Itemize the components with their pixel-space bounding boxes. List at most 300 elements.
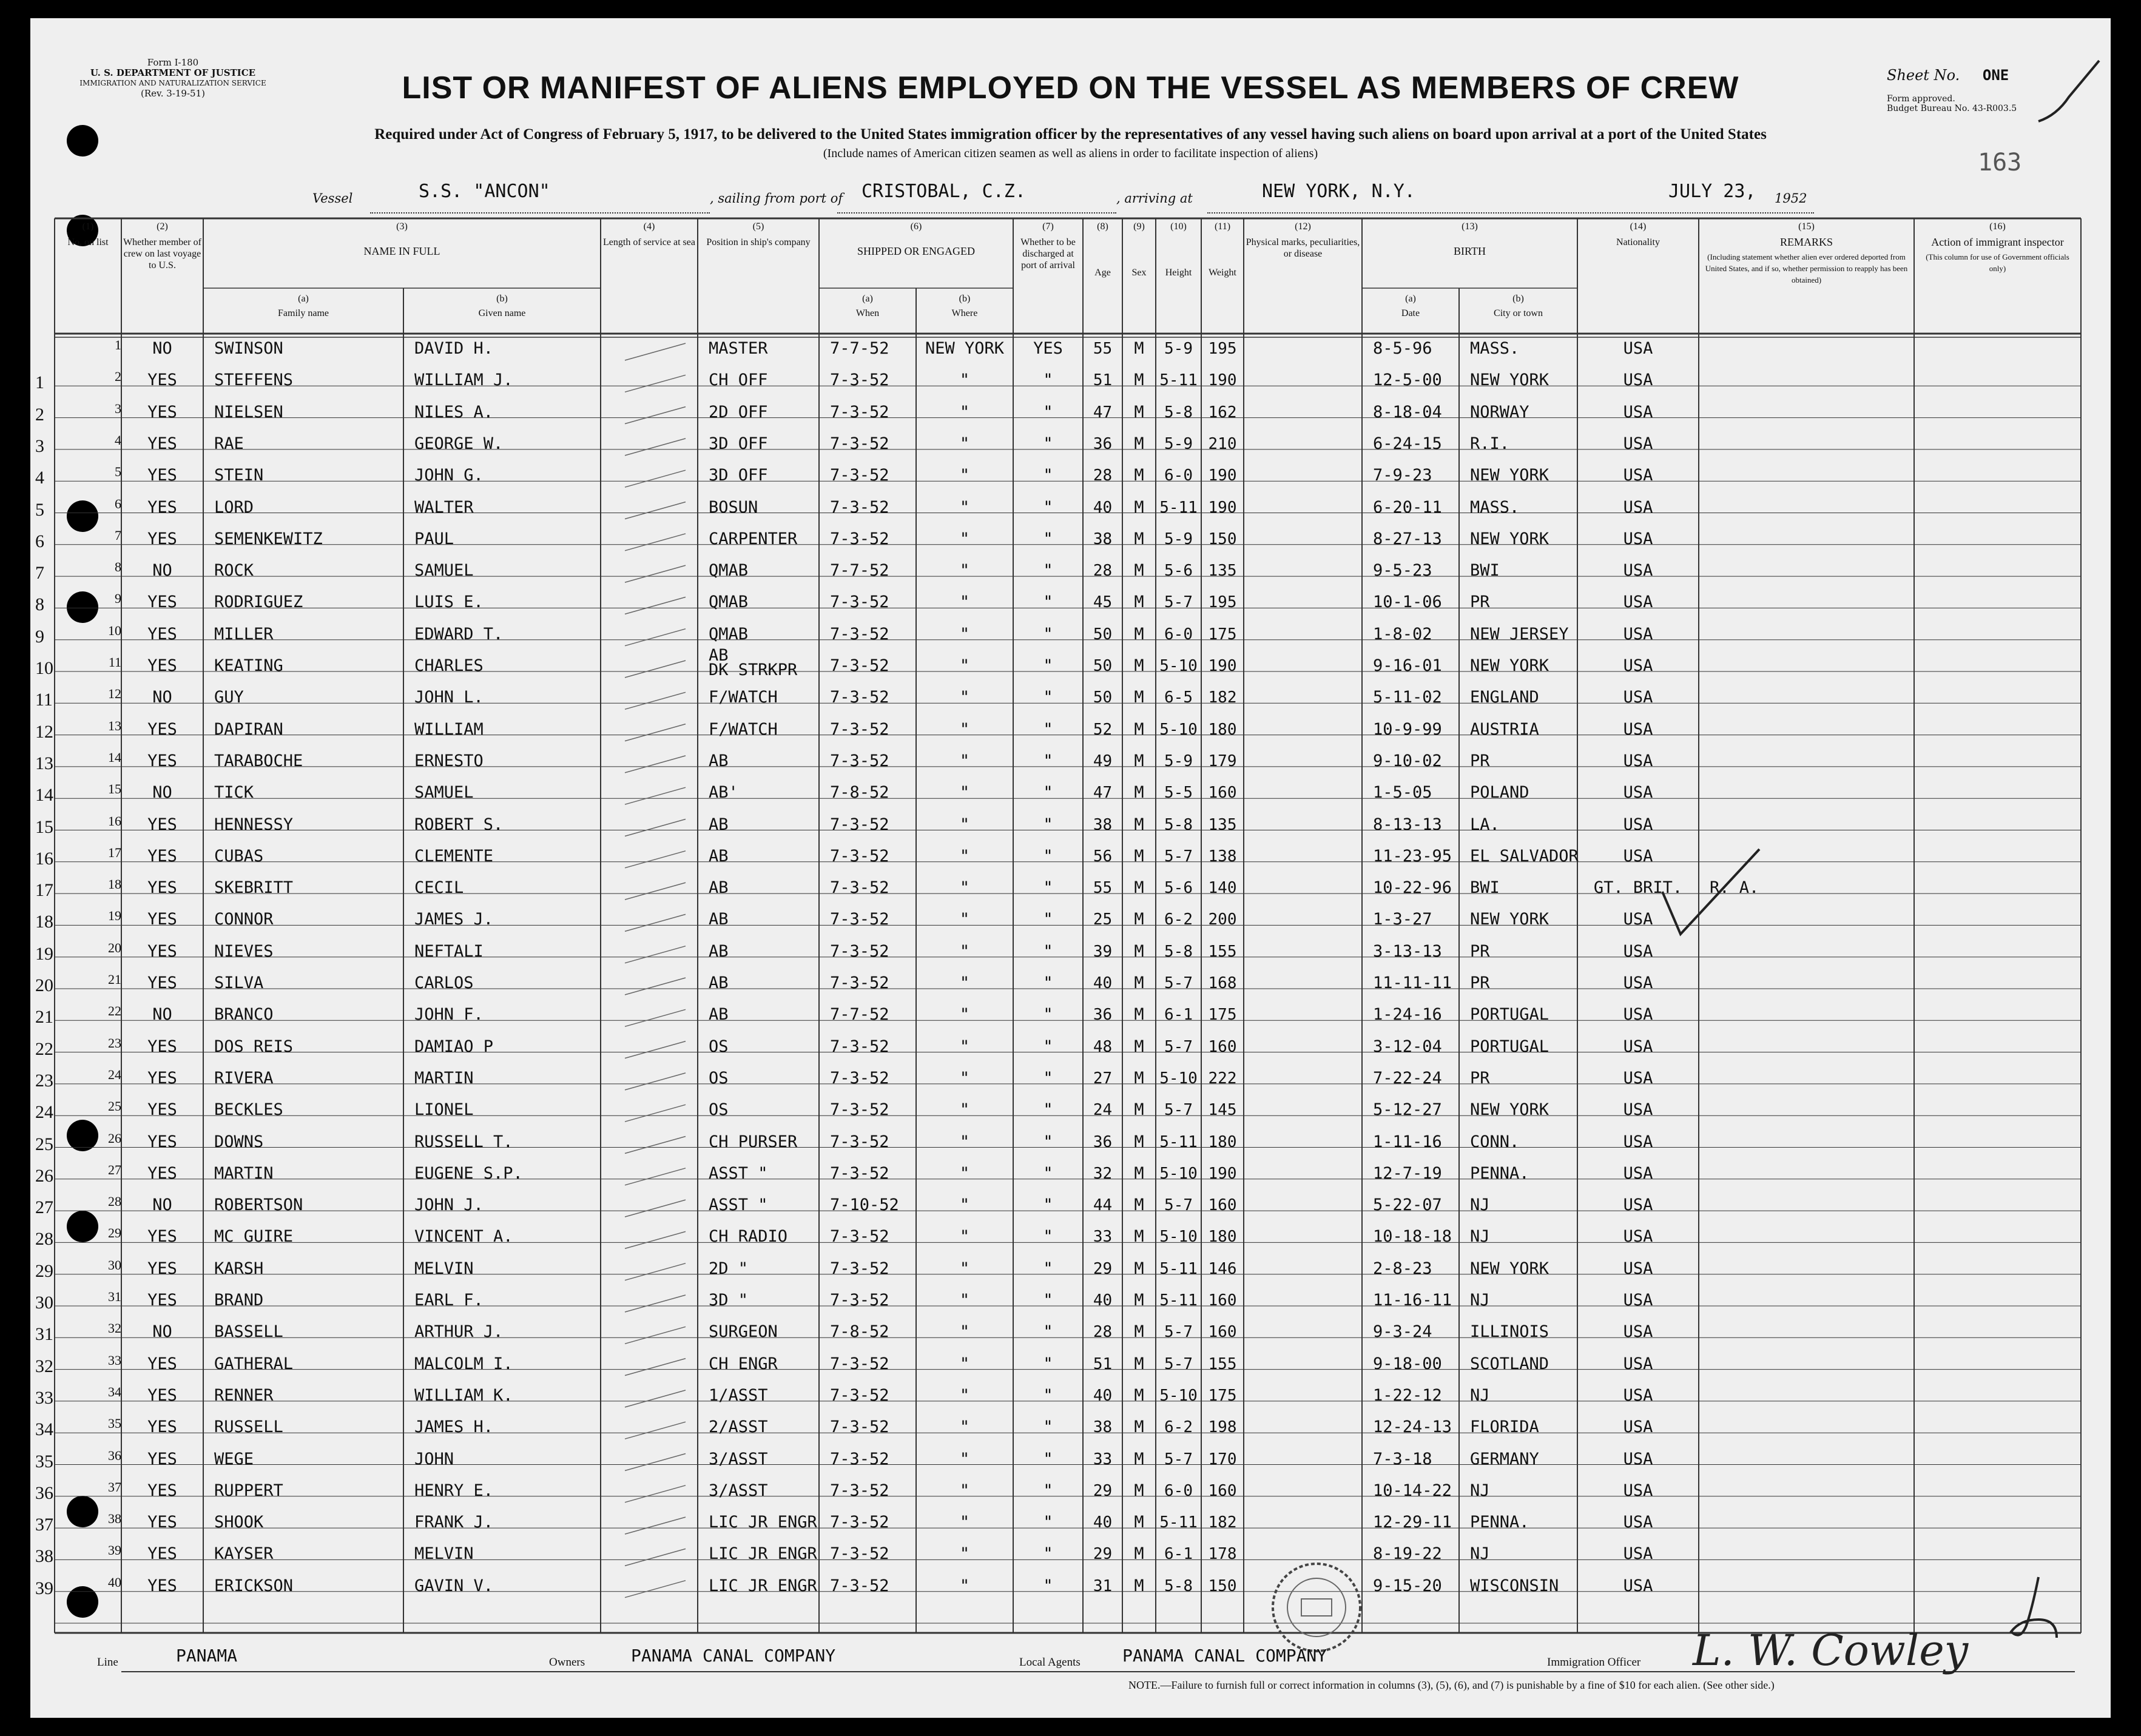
cell-given: CECIL: [414, 878, 464, 898]
cell-nat: USA: [1623, 1291, 1653, 1310]
cell-bdate: 9-16-01: [1373, 656, 1442, 675]
service-slash-mark: [625, 787, 686, 804]
cell-height: 5-8: [1164, 942, 1193, 961]
list-number: 6: [115, 496, 121, 511]
cell-disc: ": [1043, 656, 1053, 675]
cell-sex: M: [1134, 624, 1144, 644]
cell-height: 5-9: [1164, 530, 1193, 548]
cell-sex: M: [1134, 1068, 1144, 1088]
cell-weight: 182: [1208, 688, 1237, 707]
margin-number: 27: [35, 1197, 53, 1218]
cell-height: 5-11: [1159, 371, 1198, 390]
list-number: 12: [108, 686, 121, 702]
cell-nat: USA: [1623, 561, 1653, 580]
cell-disc: ": [1043, 846, 1053, 866]
cell-nat: USA: [1623, 1196, 1653, 1215]
cell-bdate: 11-11-11: [1373, 974, 1452, 992]
officer-signature: [1681, 1620, 2020, 1686]
cell-when: 7-3-52: [830, 1132, 889, 1151]
initials-mark-icon: [2002, 1571, 2069, 1650]
subcolumn-number-c6b: (b): [959, 294, 971, 304]
cell-prev: YES: [147, 1354, 177, 1373]
cell-when: 7-8-52: [830, 1322, 889, 1342]
cell-family: RENNER: [214, 1385, 274, 1405]
cell-pos: OS: [709, 1037, 729, 1056]
cell-city: PENNA.: [1470, 1513, 1529, 1532]
cell-height: 5-6: [1164, 562, 1193, 580]
cell-given: CLEMENTE: [414, 846, 494, 866]
column-number-c15: (15): [1798, 221, 1815, 232]
cell-age: 28: [1093, 562, 1113, 580]
cell-bdate: 10-22-96: [1373, 878, 1452, 898]
cell-sex: M: [1134, 1354, 1144, 1373]
cell-weight: 160: [1208, 1037, 1237, 1056]
cell-given: MELVIN: [414, 1544, 474, 1564]
cell-height: 5-10: [1159, 1069, 1198, 1088]
margin-number: 22: [35, 1038, 53, 1059]
cell-age: 38: [1093, 1418, 1113, 1437]
cell-height: 5-11: [1159, 1259, 1198, 1278]
line-label: Line: [97, 1656, 118, 1669]
service-slash-mark: [625, 1009, 686, 1026]
cell-city: NEW YORK: [1470, 1259, 1549, 1278]
cell-pos: 1/ASST: [709, 1385, 768, 1405]
service-slash-mark: [625, 1295, 686, 1312]
cell-where: ": [959, 1037, 970, 1056]
column-number-c11: (11): [1214, 221, 1231, 232]
cell-when: 7-3-52: [830, 941, 889, 961]
cell-when: 7-3-52: [830, 910, 889, 929]
margin-number: 29: [35, 1260, 53, 1281]
cell-bdate: 7-22-24: [1373, 1068, 1442, 1088]
column-label-c7: Whether to be discharged at port of arrival: [1020, 237, 1076, 271]
cell-prev: YES: [147, 1576, 177, 1595]
list-number: 24: [108, 1066, 121, 1082]
cell-when: 7-3-52: [830, 1163, 889, 1183]
cell-where: ": [959, 593, 970, 612]
cell-family: LORD: [214, 497, 254, 517]
service-slash-mark: [625, 1073, 686, 1090]
service-slash-mark: [625, 1231, 686, 1248]
cell-height: 5-11: [1159, 1291, 1198, 1310]
cell-age: 49: [1093, 752, 1113, 770]
cell-prev: YES: [147, 593, 177, 612]
cell-family: ERICKSON: [214, 1576, 294, 1595]
cell-where: ": [959, 783, 970, 802]
cell-when: 7-3-52: [830, 656, 889, 675]
cell-height: 5-5: [1164, 784, 1193, 802]
cell-city: PR: [1470, 1068, 1490, 1088]
cell-when: 7-3-52: [830, 593, 889, 612]
cell-given: WALTER: [414, 497, 474, 517]
service-slash-mark: [625, 1200, 686, 1217]
cell-family: MARTIN: [214, 1163, 274, 1183]
column-number-c7: (7): [1042, 221, 1054, 232]
cell-age: 51: [1093, 1354, 1113, 1373]
cell-given: MARTIN: [414, 1068, 474, 1088]
cell-city: SCOTLAND: [1470, 1354, 1549, 1373]
margin-number: 23: [35, 1070, 53, 1091]
cell-city: NEW JERSEY: [1470, 624, 1569, 644]
cell-bdate: 10-14-22: [1373, 1481, 1452, 1500]
cell-sex: M: [1134, 941, 1144, 961]
service: IMMIGRATION AND NATURALIZATION SERVICE: [79, 79, 266, 87]
list-number: 34: [108, 1384, 121, 1399]
cell-sex: M: [1134, 1481, 1144, 1500]
list-number: 21: [108, 972, 121, 987]
cell-disc: ": [1043, 719, 1053, 739]
cell-nat: USA: [1623, 846, 1653, 866]
cell-when: 7-3-52: [830, 1418, 889, 1437]
service-slash-mark: [625, 946, 686, 963]
cell-given: SAMUEL: [414, 561, 474, 580]
approval-line-2: Budget Bureau No. 43-R003.5: [1887, 104, 2017, 113]
cell-pos: CH RADIO: [709, 1227, 788, 1246]
cell-prev: YES: [147, 751, 177, 770]
cell-sex: M: [1134, 561, 1144, 580]
cell-bdate: 1-8-02: [1373, 624, 1432, 644]
cell-disc: ": [1043, 1418, 1053, 1437]
cell-bdate: 7-9-23: [1373, 466, 1432, 485]
cell-where: ": [959, 402, 970, 422]
cell-when: 7-3-52: [830, 719, 889, 739]
cell-nat: USA: [1623, 1385, 1653, 1405]
cell-bdate: 1-24-16: [1373, 1005, 1442, 1024]
margin-number: 24: [35, 1102, 53, 1123]
cell-sex: M: [1134, 339, 1144, 358]
cell-prev: YES: [147, 1544, 177, 1564]
cell-prev: YES: [147, 878, 177, 898]
cell-sex: M: [1134, 688, 1144, 707]
column-label-c15: REMARKS: [1779, 236, 1833, 248]
cell-weight: 178: [1208, 1545, 1237, 1564]
cell-nat: USA: [1623, 1163, 1653, 1183]
cell-weight: 162: [1208, 403, 1237, 422]
cell-weight: 198: [1208, 1418, 1237, 1437]
cell-sex: M: [1134, 1449, 1144, 1469]
service-slash-mark: [625, 819, 686, 836]
cell-family: TARABOCHE: [214, 751, 303, 770]
revision: (Rev. 3-19-51): [141, 88, 205, 99]
cell-city: NJ: [1470, 1385, 1490, 1405]
cell-sex: M: [1134, 1037, 1144, 1056]
cell-where: ": [959, 688, 970, 707]
cell-weight: 190: [1208, 1164, 1237, 1183]
column-number-c9: (9): [1133, 221, 1145, 232]
cell-pos: AB: [709, 941, 729, 961]
cell-pos: BOSUN: [709, 497, 758, 517]
cell-city: AUSTRIA: [1470, 719, 1539, 739]
list-number: 33: [108, 1352, 121, 1368]
cell-when: 7-3-52: [830, 688, 889, 707]
list-number: 27: [108, 1162, 121, 1177]
cell-weight: 135: [1208, 562, 1237, 580]
service-slash-mark: [625, 1105, 686, 1122]
cell-prev: NO: [152, 783, 172, 802]
cell-bdate: 12-24-13: [1373, 1418, 1452, 1437]
cell-prev: YES: [147, 1449, 177, 1469]
service-slash-mark: [625, 1454, 686, 1471]
cell-family: DOWNS: [214, 1132, 264, 1151]
cell-sex: M: [1134, 1163, 1144, 1183]
list-number: 31: [108, 1289, 121, 1304]
cell-city: PORTUGAL: [1470, 1005, 1549, 1024]
cell-city: NEW YORK: [1470, 529, 1549, 548]
cell-weight: 200: [1208, 910, 1237, 929]
cell-when: 7-3-52: [830, 1513, 889, 1532]
cell-prev: YES: [147, 719, 177, 739]
cell-pos: 3/ASST: [709, 1481, 768, 1500]
margin-number: 16: [35, 848, 53, 869]
cell-bdate: 8-27-13: [1373, 529, 1442, 548]
cell-weight: 195: [1208, 340, 1237, 358]
cell-age: 29: [1093, 1259, 1113, 1278]
cell-pos: 3D OFF: [709, 466, 768, 485]
cell-nat: USA: [1623, 783, 1653, 802]
cell-disc: ": [1043, 1385, 1053, 1405]
cell-given: ROBERT S.: [414, 815, 504, 834]
cell-disc: ": [1043, 1037, 1053, 1056]
column-number-c14: (14): [1630, 221, 1647, 232]
cell-where: ": [959, 1196, 970, 1215]
cell-when: 7-3-52: [830, 1037, 889, 1056]
cell-bdate: 12-7-19: [1373, 1163, 1442, 1183]
cell-disc: ": [1043, 1576, 1053, 1595]
cell-given: JOHN J.: [414, 1196, 484, 1215]
cell-bdate: 11-23-95: [1373, 846, 1452, 866]
cell-height: 5-7: [1164, 593, 1193, 612]
column-label-c11: Weight: [1209, 267, 1236, 278]
sheet-number: ONE: [1982, 67, 2009, 84]
cell-sex: M: [1134, 466, 1144, 485]
cell-given: WILLIAM: [414, 719, 484, 739]
cell-disc: ": [1043, 974, 1053, 992]
cell-sex: M: [1134, 1100, 1144, 1120]
cell-bdate: 1-11-16: [1373, 1132, 1442, 1151]
cell-prev: YES: [147, 1513, 177, 1532]
subcolumn-number-c3a: (a): [298, 294, 309, 304]
cell-given: MELVIN: [414, 1259, 474, 1278]
column-number-c4: (4): [643, 221, 655, 232]
cell-height: 5-11: [1159, 1132, 1198, 1151]
cell-city: NJ: [1470, 1291, 1490, 1310]
margin-number: 12: [35, 721, 53, 742]
cell-sex: M: [1134, 1291, 1144, 1310]
owners-value: PANAMA CANAL COMPANY: [631, 1646, 836, 1666]
column-number-c5: (5): [752, 221, 764, 232]
cell-pos: F/WATCH: [709, 688, 778, 707]
subcolumn-label-c3b: Given name: [478, 308, 526, 318]
margin-number: 10: [35, 658, 53, 678]
service-slash-mark: [625, 1422, 686, 1439]
cell-disc: ": [1043, 1227, 1053, 1246]
cell-city: NJ: [1470, 1196, 1490, 1215]
service-slash-mark: [625, 375, 686, 392]
cell-city: ENGLAND: [1470, 688, 1539, 707]
cell-age: 29: [1093, 1481, 1113, 1500]
list-number: 17: [108, 844, 121, 860]
cell-nat: USA: [1623, 1481, 1653, 1500]
cell-sex: M: [1134, 1005, 1144, 1024]
cell-family: SILVA: [214, 974, 264, 992]
cell-given: PAUL: [414, 529, 454, 548]
list-number: 3: [115, 400, 121, 416]
cell-prev: YES: [147, 402, 177, 422]
service-slash-mark: [625, 1168, 686, 1185]
cell-disc: ": [1043, 1513, 1053, 1532]
cell-weight: 160: [1208, 1481, 1237, 1500]
cell-where: ": [959, 1227, 970, 1246]
cell-weight: 180: [1208, 720, 1237, 739]
cell-when: 7-3-52: [830, 434, 889, 453]
service-slash-mark: [625, 565, 686, 582]
cell-disc: ": [1043, 1449, 1053, 1469]
cell-height: 6-1: [1164, 1006, 1193, 1024]
cell-when: 7-7-52: [830, 561, 889, 580]
cell-city: EL SALVADOR: [1470, 846, 1579, 866]
service-slash-mark: [625, 1581, 686, 1598]
cell-where: ": [959, 1132, 970, 1151]
service-slash-mark: [625, 1041, 686, 1058]
list-number: 35: [108, 1416, 121, 1432]
cell-nat: USA: [1623, 1418, 1653, 1437]
service-slash-mark: [625, 914, 686, 931]
cell-where: ": [959, 1513, 970, 1532]
cell-height: 6-2: [1164, 1418, 1193, 1437]
service-slash-mark: [625, 851, 686, 868]
cell-age: 33: [1093, 1450, 1113, 1469]
cell-height: 5-7: [1164, 1354, 1193, 1373]
cell-where: ": [959, 656, 970, 675]
cell-pos: AB DK STRKPR: [709, 646, 798, 679]
sheet-label: Sheet No.: [1887, 67, 1960, 84]
list-number: 38: [108, 1511, 121, 1527]
service-slash-mark: [625, 502, 686, 519]
cell-when: 7-3-52: [830, 751, 889, 770]
margin-number: 17: [35, 880, 53, 901]
cell-where: ": [959, 1100, 970, 1120]
cell-when: 7-3-52: [830, 1354, 889, 1373]
cell-age: 24: [1093, 1101, 1113, 1120]
cell-city: FLORIDA: [1470, 1418, 1539, 1437]
cell-height: 5-9: [1164, 340, 1193, 358]
margin-number: 6: [35, 531, 44, 551]
cell-pos: AB: [709, 974, 729, 992]
cell-prev: YES: [147, 1418, 177, 1437]
cell-age: 31: [1093, 1576, 1113, 1595]
list-number: 25: [108, 1098, 121, 1114]
cell-sex: M: [1134, 1418, 1144, 1437]
cell-height: 5-7: [1164, 1101, 1193, 1120]
cell-prev: YES: [147, 1385, 177, 1405]
cell-pos: LIC JR ENGR: [709, 1513, 817, 1532]
cell-weight: 195: [1208, 593, 1237, 612]
cell-nat: USA: [1623, 339, 1653, 358]
margin-number: 28: [35, 1229, 53, 1250]
cell-city: GERMANY: [1470, 1449, 1539, 1469]
cell-weight: 210: [1208, 434, 1237, 453]
cell-when: 7-3-52: [830, 1100, 889, 1120]
column-number-c16: (16): [1989, 221, 2006, 232]
cell-where: ": [959, 1385, 970, 1405]
cell-family: SWINSON: [214, 339, 283, 358]
cell-city: NEW YORK: [1470, 910, 1549, 929]
margin-number: 35: [35, 1451, 53, 1472]
cell-disc: ": [1043, 1068, 1053, 1088]
cell-where: ": [959, 974, 970, 992]
cell-given: FRANK J.: [414, 1513, 494, 1532]
margin-number: 20: [35, 975, 53, 995]
cell-height: 5-7: [1164, 1196, 1193, 1215]
cell-sex: M: [1134, 1513, 1144, 1532]
cell-sex: M: [1134, 1322, 1144, 1342]
cell-pos: AB: [709, 815, 729, 834]
cell-city: ILLINOIS: [1470, 1322, 1549, 1342]
cell-city: POLAND: [1470, 783, 1529, 802]
list-number: 26: [108, 1130, 121, 1146]
subcolumn-number-c13b: (b): [1512, 294, 1524, 304]
cell-given: EDWARD T.: [414, 624, 504, 644]
service-slash-mark: [625, 597, 686, 614]
cell-city: NORWAY: [1470, 402, 1529, 422]
list-number: 20: [108, 940, 121, 955]
cell-family: SHOOK: [214, 1513, 264, 1532]
cell-where: ": [959, 561, 970, 580]
list-number: 9: [115, 591, 121, 607]
sailing-label: , sailing from port of: [710, 191, 843, 206]
cell-city: PENNA.: [1470, 1163, 1529, 1183]
margin-number: 34: [35, 1419, 53, 1440]
cell-sex: M: [1134, 497, 1144, 517]
cell-given: JOHN L.: [414, 688, 484, 707]
column-label-c8: Age: [1094, 267, 1111, 278]
cell-where: ": [959, 434, 970, 453]
cell-given: SAMUEL: [414, 783, 474, 802]
cell-prev: YES: [147, 1291, 177, 1310]
service-slash-mark: [625, 534, 686, 551]
cell-when: 7-3-52: [830, 371, 889, 390]
cell-height: 6-0: [1164, 625, 1193, 644]
cell-sex: M: [1134, 1385, 1144, 1405]
column-number-c3: (3): [396, 221, 408, 232]
cell-given: CARLOS: [414, 974, 474, 992]
cell-pos: AB: [709, 751, 729, 770]
cell-family: MILLER: [214, 624, 274, 644]
officer-label: Immigration Officer: [1547, 1656, 1641, 1669]
cell-given: WILLIAM J.: [414, 371, 513, 390]
cell-where: ": [959, 1354, 970, 1373]
cell-age: 36: [1093, 1132, 1113, 1151]
cell-when: 7-3-52: [830, 1068, 889, 1088]
cell-prev: NO: [152, 339, 172, 358]
cell-bdate: 5-22-07: [1373, 1196, 1442, 1215]
list-number: 37: [108, 1479, 121, 1495]
officer-signature-text: L. W. Cowley: [1693, 1626, 1969, 1675]
cell-prev: YES: [147, 466, 177, 485]
cell-given: NILES A.: [414, 402, 494, 422]
cell-family: RIVERA: [214, 1068, 274, 1088]
column-label-c2: Whether member of crew on last voyage to U.S.: [123, 237, 201, 271]
subcolumn-label-c6a: When: [855, 308, 880, 318]
cell-nat: USA: [1623, 910, 1653, 929]
cell-sex: M: [1134, 1259, 1144, 1278]
cell-age: 56: [1093, 847, 1113, 866]
cell-given: WILLIAM K.: [414, 1385, 513, 1405]
cell-prev: YES: [147, 974, 177, 992]
cell-sex: M: [1134, 846, 1144, 866]
cell-city: NEW YORK: [1470, 371, 1549, 390]
cell-prev: YES: [147, 624, 177, 644]
